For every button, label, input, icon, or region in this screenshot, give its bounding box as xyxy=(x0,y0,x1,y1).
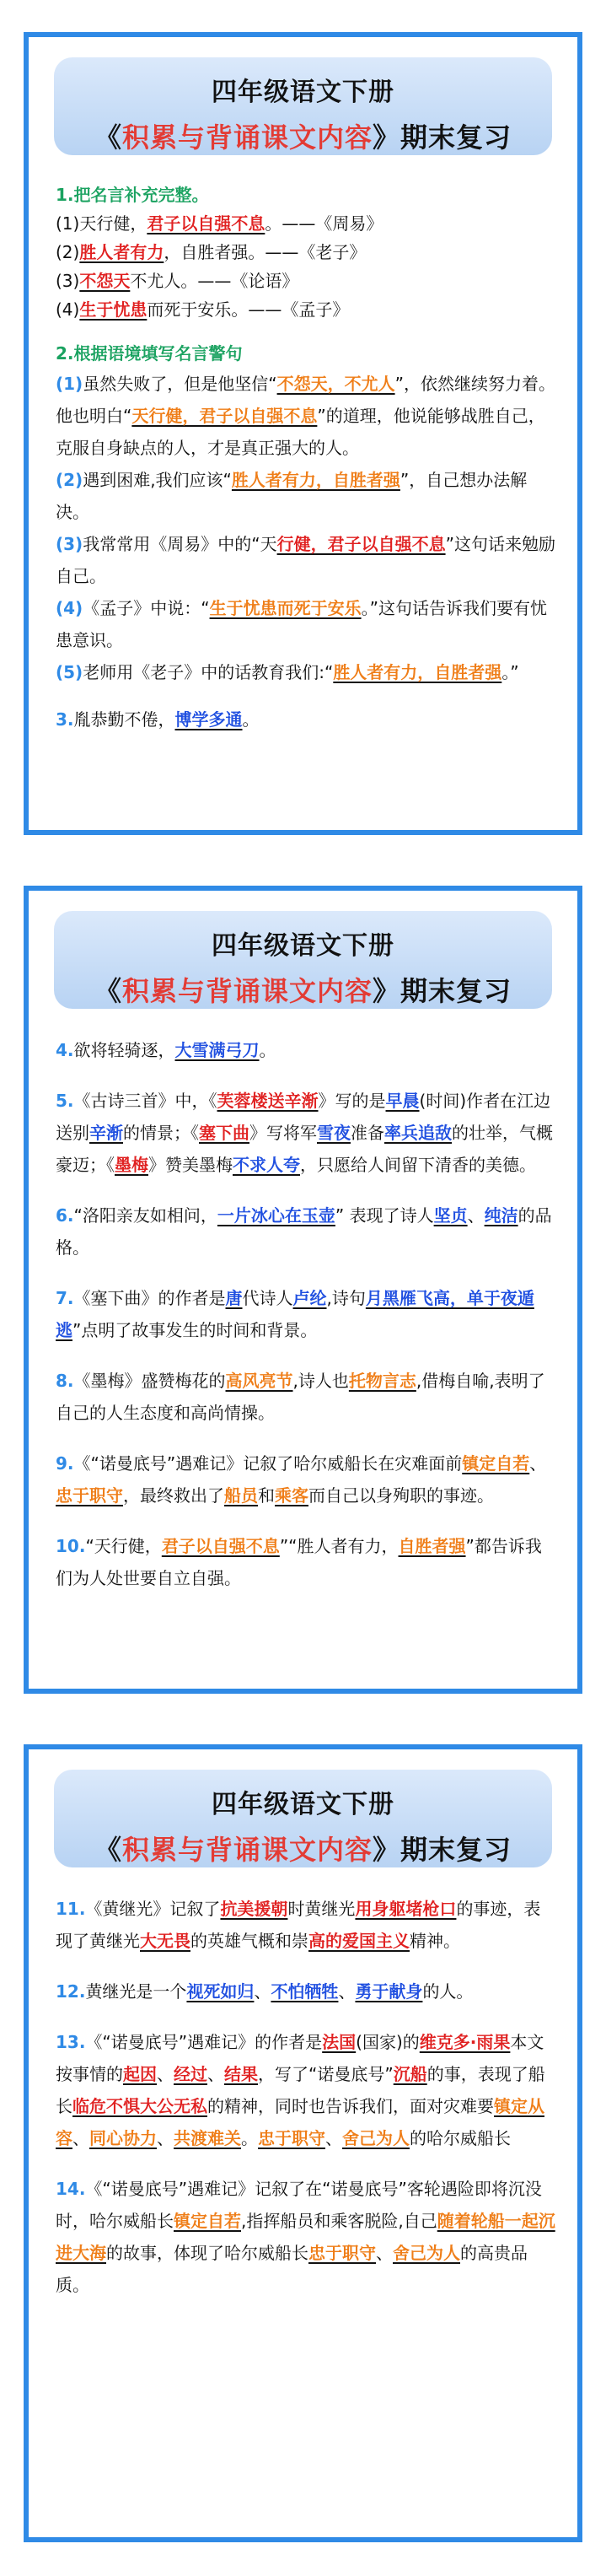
review-card-2 xyxy=(24,886,582,1694)
banner-title-grade: 四年级语文下册 xyxy=(212,1790,394,1819)
banner-title-topic: 《积累与背诵课文内容》期末复习 xyxy=(94,121,512,154)
question-8: 8.《墨梅》盛赞梅花的高风亮节,诗人也托物言志,借梅自喻,表明了自己的人生态度和高尚情操。 xyxy=(56,1371,545,1423)
question-4: 4.欲将轻骑逐，大雪满弓刀。 xyxy=(56,1040,276,1060)
question-10: 10.“天行健，君子以自强不息”“胜人者有力，自胜者强”都告诉我们为人处世要自立自强。 xyxy=(56,1536,542,1588)
card3-content xyxy=(56,1893,557,2320)
question-14: 14.《“诺曼底号”遇难记》记叙了在“诺曼底号”客轮遇险即将沉没时，哈尔威船长镇定自若,指挥船员和乘客脱险,自己随着轮船一起沉进大海的故事，体现了哈尔威船长忠于职守、舍己为人的高贵品质。 xyxy=(56,2179,555,2295)
context-item-1: (1)虽然失败了，但是他坚信“不怨天，不尤人”，依然继续努力着。他也明白“天行健，君子以自强不息”的道理，他说能够战胜自己，克服自身缺点的人，才是真正强大的人。 xyxy=(56,374,555,458)
card1-content xyxy=(56,181,557,754)
card2-content xyxy=(56,1034,557,1613)
banner-title-grade: 四年级语文下册 xyxy=(212,931,394,961)
context-item-2: (2)遇到困难,我们应该“胜人者有力，自胜者强”，自己想办法解决。 xyxy=(56,470,528,522)
banner-title-topic: 《积累与背诵课文内容》期末复习 xyxy=(94,1834,512,1866)
question-13: 13.《“诺曼底号”遇难记》的作者是法国(国家)的维克多·雨果本文按事情的起因、经过、结果，写了“诺曼底号”沉船的事，表现了船长临危不惧大公无私的精神，同时也告诉我们，面对灾难要镇定从容、同心协力、共渡难关。忠于职守、舍己为人的哈尔威船长 xyxy=(56,2032,545,2148)
question-6: 6.“洛阳亲友如相问，一片冰心在玉壶” 表现了诗人坚贞、纯洁的品格。 xyxy=(56,1205,552,1258)
banner-title-grade: 四年级语文下册 xyxy=(212,78,394,107)
quote-item-3: (3)不怨天不尤人。——《论语》 xyxy=(56,271,299,291)
question-7: 7.《塞下曲》的作者是唐代诗人卢纶,诗句月黑雁飞高，单于夜遁逃”点明了故事发生的时间和背景。 xyxy=(56,1288,534,1340)
question-12: 12.黄继光是一个视死如归、不怕牺牲、勇于献身的人。 xyxy=(56,1981,474,2002)
title-banner xyxy=(54,57,552,155)
title-banner xyxy=(54,1770,552,1867)
question-5: 5.《古诗三首》中，《芙蓉楼送辛渐》写的是早晨(时间)作者在江边送别辛渐的情景；《塞下曲》写将军雪夜准备率兵追敌的壮举，气概豪迈；《墨梅》赞美墨梅不求人夸，只愿给人间留下清香的美德。 xyxy=(56,1091,553,1175)
section-title-2: 2.根据语境填写名言警句 xyxy=(56,343,243,364)
review-card-3 xyxy=(24,1744,582,2542)
quote-item-1: (1)天行健，君子以自强不息。——《周易》 xyxy=(56,213,383,234)
context-item-4: (4)《孟子》中说：“生于忧患而死于安乐。”这句话告诉我们要有忧患意识。 xyxy=(56,598,547,650)
banner-title-topic: 《积累与背诵课文内容》期末复习 xyxy=(94,975,512,1007)
question-3: 3.胤恭勤不倦，博学多通。 xyxy=(56,709,260,730)
title-banner xyxy=(54,911,552,1009)
review-card-1 xyxy=(24,32,582,835)
quote-item-2: (2)胜人者有力，自胜者强。——《老子》 xyxy=(56,242,367,262)
question-9: 9.《“诺曼底号”遇难记》记叙了哈尔威船长在灾难面前镇定自若、忠于职守，最终救出了船员和乘客而自己以身殉职的事迹。 xyxy=(56,1453,547,1506)
quote-item-4: (4)生于忧患而死于安乐。——《孟子》 xyxy=(56,299,350,320)
context-item-5: (5)老师用《老子》中的话教育我们:“胜人者有力，自胜者强。” xyxy=(56,662,519,682)
question-11: 11.《黄继光》记叙了抗美援朝时黄继光用身躯堵枪口的事迹，表现了黄继光大无畏的英雄气概和崇高的爱国主义精神。 xyxy=(56,1899,541,1951)
section-title-1: 1.把名言补充完整。 xyxy=(56,185,209,205)
context-item-3: (3)我常常用《周易》中的“天行健，君子以自强不息”这句话来勉励自己。 xyxy=(56,534,555,586)
